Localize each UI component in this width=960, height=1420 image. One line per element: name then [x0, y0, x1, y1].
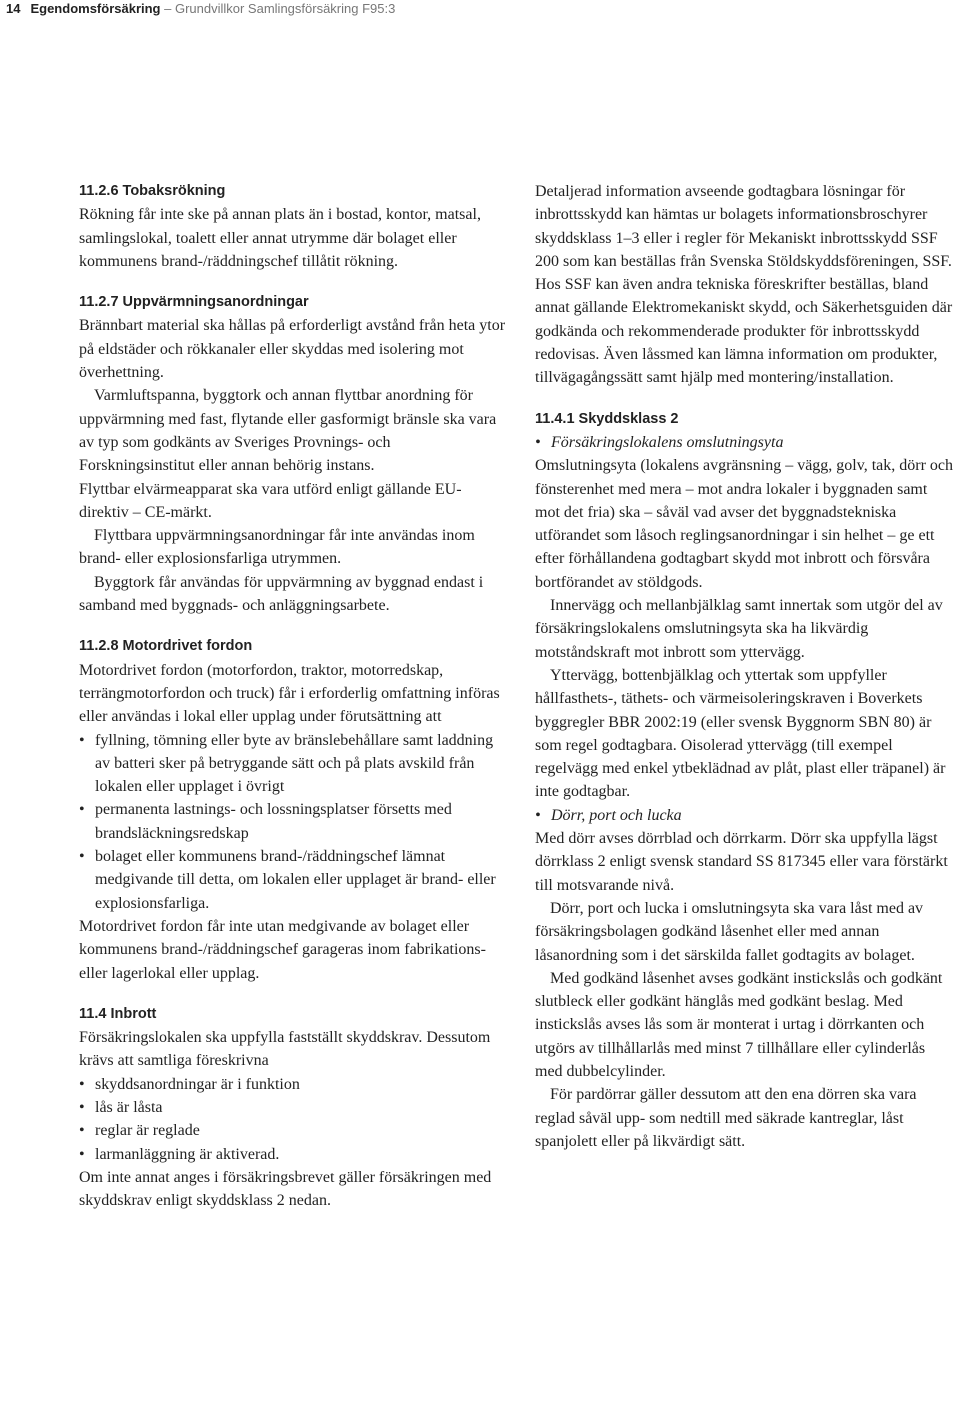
heading-11-4: 11.4 Inbrott — [79, 1005, 157, 1022]
list-item: • reglar är reglade — [79, 1119, 507, 1142]
list-item: • Dörr, port och lucka — [535, 804, 955, 827]
heading-11-2-8: 11.2.8 Motordrivet fordon — [79, 638, 253, 655]
paragraph-enclosure-3: Yttervägg, bottenbjälklag och yttertak som uppfyller hållfasthets-, täthets- och värmeisoleringskraven i Boverkets byggregler BBR 2002:19 (eller svensk Byggnorm SBN 80) är som regel godtagbara. Oisolerad yttervägg (till exempel regelvägg med enkel ytbeklädnad av plåt, plast eller träpanel) är inte godtagbar. — [535, 666, 946, 801]
paragraph-burglary-intro: Försäkringslokalen ska uppfylla fastställt skyddskrav. Dessutom krävs att samtliga föreskrivna — [79, 1029, 491, 1070]
page-header — [6, 0, 395, 18]
right-column — [535, 180, 955, 1153]
list-item: • permanenta lastnings- och lossningsplatser försetts med brandsläckningsredskap — [79, 798, 507, 845]
list-item: • fyllning, tömning eller byte av bränslebehållare samt laddning av batteri sker på betryggande sätt och på plats avskild från lokalen eller upplaget i övrigt — [79, 729, 507, 799]
paragraph-vehicle-outro: Motordrivet fordon får inte utan medgivande av bolaget eller kommunens brand-/räddningschef garageras inom fabrikations- eller lagerlokal eller upplag. — [79, 917, 486, 982]
paragraph-door-4: För pardörrar gäller dessutom att den ena dörren ska vara reglad såväl upp- som nedtill med säkrade kantreglar, låst spanjolett eller på likvärdigt sätt. — [535, 1086, 917, 1150]
list-item: • Försäkringslokalens omslutningsyta — [535, 431, 955, 454]
heading-11-2-6: 11.2.6 Tobaksrökning — [79, 183, 226, 199]
list-item: • skyddsanordningar är i funktion — [79, 1073, 507, 1096]
left-column — [79, 180, 507, 1212]
paragraph-door-2: Dörr, port och lucka i omslutningsyta ska vara låst med av försäkringsbolagen godkänd låsenhet eller med annan låsanordning som i det särskilda fallet godtagits av bolaget. — [535, 899, 924, 964]
heading-11-2-7: 11.2.7 Uppvärmningsanordningar — [79, 294, 309, 311]
paragraph-door-3: Med godkänd låsenhet avses godkänt instickslås och godkänt slutbleck eller godkänt hänglås med godkänt beslag. Med instickslås avses lås som är monterat i urtag i dörrkanten och utgörs av tillhållarlås med minst 7 tillhållare eller cylinderlås med dubbelcylinder. — [535, 969, 943, 1080]
paragraph-heating-5: Byggtork får användas för uppvärmning av byggnad endast i samband med byggnads- och anläggningsarbete. — [79, 573, 484, 615]
header-separator: – — [160, 1, 175, 16]
paragraph-heating-3: Flyttbar elvärmeapparat ska vara utförd enligt gällande EU-direktiv – CE-märkt. — [79, 480, 462, 521]
paragraph-smoking: Rökning får inte ske på annan plats än i bostad, kontor, matsal, samlingslokal, toalett eller annat utrymme där bolaget eller kommunens brand-/räddningschef tillåtit rökning. — [79, 206, 481, 270]
burglary-bullet-list — [79, 1073, 507, 1166]
paragraph-vehicle-intro: Motordrivet fordon (motorfordon, traktor, motorredskap, terrängmotorfordon och truck) får i erforderlig omfattning införas eller användas i lokal eller upplag under förutsättning att — [79, 661, 500, 726]
subheading-door — [535, 804, 955, 827]
paragraph-heating-4: Flyttbara uppvärmningsanordningar får inte användas inom brand- eller explosionsfarliga utrymmen. — [79, 527, 475, 568]
paragraph-enclosure-2: Innervägg och mellanbjälklag samt innertak som utgör del av försäkringslokalens omslutningsyta ska ha likvärdig motståndskraft mot inbrott som yttervägg. — [535, 597, 943, 661]
paragraph-burglary-outro: Om inte annat anges i försäkringsbrevet gäller försäkringen med skyddskrav enligt skyddsklass 2 nedan. — [79, 1168, 492, 1210]
paragraph-detail-info: Detaljerad information avseende godtagbara lösningar för inbrottsskydd kan hämtas ur bolagets informationsbroschyrer skyddsklass 1–3 eller i regler för Mekaniskt inbrottsskydd SSF 200 som kan beställas från Svenska Stöldskyddsföreningen, SSF. Hos SSF kan även andra tekniska föreskrifter beställas, bland annat gällande Elektromekaniskt skydd, och Säkerhetsguiden där godkända och rekommenderade produkter för inbrottsskydd redovisas. Även låssmed kan lämna information om produkter, tillvägagångssätt samt hjälp med montering/installation. — [535, 183, 953, 387]
vehicle-bullet-list — [79, 729, 507, 915]
list-item: • bolaget eller kommunens brand-/räddningschef lämnat medgivande till detta, om lokalen eller upplaget är brand- eller explosionsfarliga. — [79, 845, 507, 915]
list-item: • larmanläggning är aktiverad. — [79, 1143, 507, 1166]
paragraph-heating-1: Brännbart material ska hållas på erforderligt avstånd från heta ytor på eldstäder och rökkanaler eller skyddas med isolering mot överhettning. — [79, 317, 506, 382]
header-doc-title: Grundvillkor Samlingsförsäkring F95:3 — [174, 1, 396, 16]
paragraph-enclosure-1: Omslutningsyta (lokalens avgränsning – vägg, golv, tak, dörr och fönsterenhet med mera – mot andra lokaler i byggnaden samt mot det fria) ska – såväl vad avser det byggnadstekniska utförandet som låsoch reglingsanordningar i sin helhet – ge ett efter förhållandena godtagbart skydd mot inbrott och försvåra bortförandet av stöldgods. — [535, 457, 953, 591]
list-item: • lås är låsta — [79, 1096, 507, 1119]
paragraph-heating-2: Varmluftspanna, byggtork och annan flyttbar anordning för uppvärmning med fast, flytande eller gasformigt bränsle ska vara av typ som godkänts av Sveriges Provnings- och Forskningsinstitut eller annan behörig instans. — [79, 387, 497, 475]
heading-11-4-1: 11.4.1 Skyddsklass 2 — [535, 410, 679, 427]
subheading-enclosure — [535, 431, 955, 454]
paragraph-door-1: Med dörr avses dörrblad och dörrkarm. Dörr ska uppfylla lägst dörrklass 2 enligt svensk standard SS 817345 eller vara förstärkt till motsvarande nivå. — [535, 830, 948, 894]
header-brand: Egendomsförsäkring — [30, 1, 161, 16]
page-number: 14 — [6, 1, 21, 16]
